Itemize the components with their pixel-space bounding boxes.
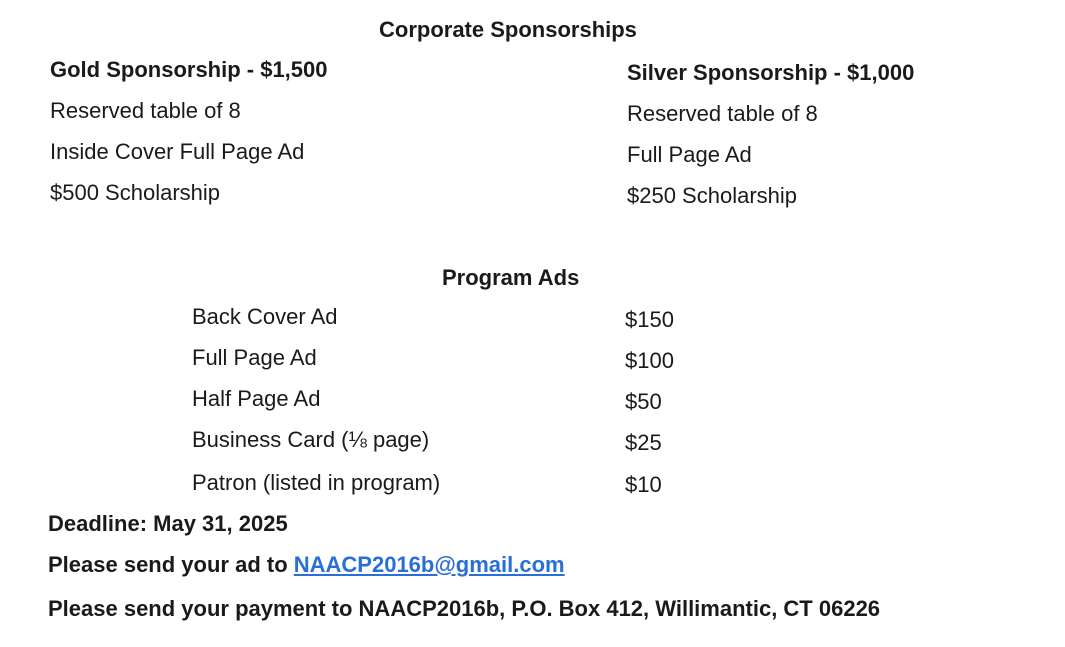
silver-sponsorship-heading: Silver Sponsorship - $1,000: [627, 60, 915, 85]
gold-item: $500 Scholarship: [50, 180, 221, 205]
program-ad-label: Patron (listed in program): [192, 470, 441, 495]
gold-sponsorship-heading: Gold Sponsorship - $1,500: [50, 57, 328, 82]
program-ad-price: $10: [625, 472, 662, 497]
program-ad-label: Full Page Ad: [192, 345, 317, 370]
program-ad-price: $25: [625, 430, 662, 455]
silver-item: Reserved table of 8: [627, 101, 818, 126]
send-ad-line: [48, 552, 565, 578]
silver-item: $250 Scholarship: [627, 183, 798, 208]
program-ad-price: $100: [625, 348, 674, 373]
gold-item: Reserved table of 8: [50, 98, 241, 123]
program-ad-label: Half Page Ad: [192, 386, 321, 411]
corporate-sponsorships-title: Corporate Sponsorships: [379, 17, 637, 42]
program-ad-price: $150: [625, 307, 674, 332]
program-ads-title: Program Ads: [442, 265, 580, 290]
silver-item: Full Page Ad: [627, 142, 752, 167]
program-ad-price: $50: [625, 389, 662, 414]
send-ad-prefix: Please send your ad to: [48, 552, 294, 577]
deadline-text: Deadline: May 31, 2025: [48, 511, 288, 536]
payment-address-text: Please send your payment to NAACP2016b, P.O. Box 412, Willimantic, CT 06226: [48, 596, 881, 621]
program-ad-label: Business Card (⅛ page): [192, 427, 430, 452]
gold-item: Inside Cover Full Page Ad: [50, 139, 305, 164]
email-link[interactable]: NAACP2016b@gmail.com: [293, 552, 565, 577]
program-ad-label: Back Cover Ad: [192, 304, 338, 329]
